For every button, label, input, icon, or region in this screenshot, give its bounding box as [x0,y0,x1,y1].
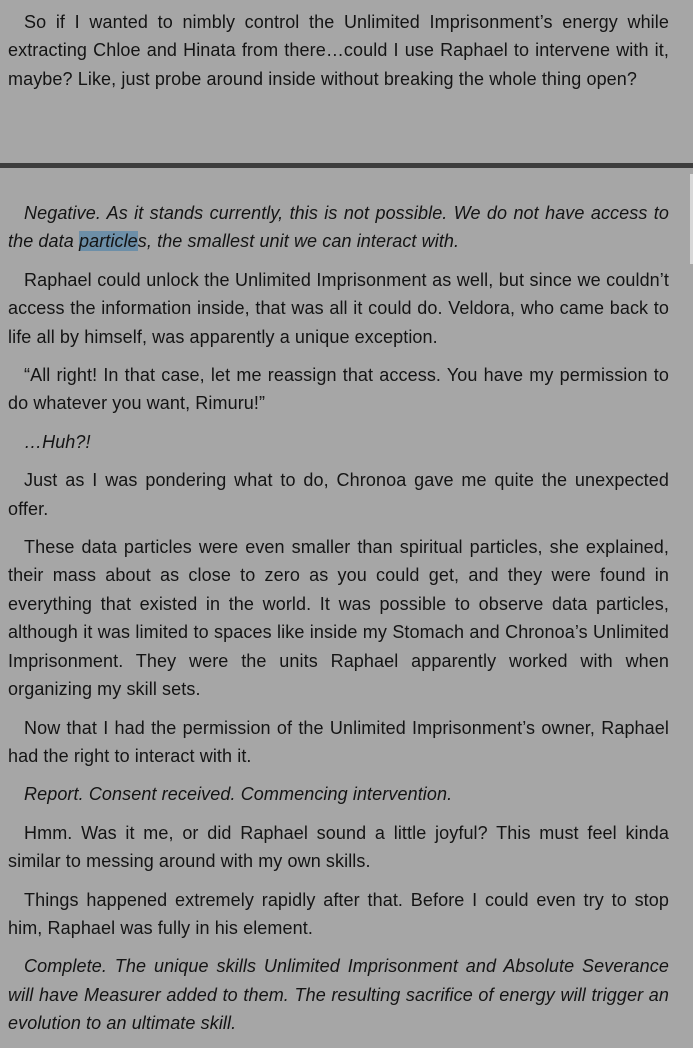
text-run: Negative. As it stands currently, this is not possible. We do not have access to the data [8,203,669,252]
current-page-text [0,175,693,1048]
raphael-complete-paragraph: Complete. The unique skills Unlimited Imprisonment and Absolute Severance will have Measurer added to them. The resulting sacrifice of energy will trigger an evolution to an ultimate skill. [8,956,669,1034]
paragraph: Hmm. Was it me, or did Raphael sound a little joyful? This must feel kinda similar to messing around with my own skills. [8,822,669,872]
paragraph: Now that I had the permission of the Unlimited Imprisonment’s owner, Raphael had the right to interact with it. [8,717,669,766]
raphael-report-paragraph: Report. Consent received. Commencing intervention. [24,784,453,805]
paragraph: …Huh?! [24,431,91,452]
text-run: s, the smallest unit we can interact with. [137,231,460,252]
dialogue-paragraph: “All right! In that case, let me reassign that access. You have my permission to do whatever you want, Rimuru!” [8,365,669,414]
paragraph: Raphael could unlock the Unlimited Imprisonment as well, but since we couldn’t access the information inside, that was all it could do. Veldora, who came back to life all by himself, was apparently a unique exception. [8,269,669,347]
page-divider [0,163,693,168]
previous-page-text [0,0,693,103]
paragraph: These data particles were even smaller than spiritual particles, she explained, their mass about as close to zero as you could get, and they were found in everything that existed in the world. It was possible to observe data particles, although it was limited to spaces like inside my Stomach and Chronoa’s Unlimited Imprisonment. They were the units Raphael apparently worked with when organizing my skill sets. [8,537,669,700]
selected-word-highlight[interactable]: particle [78,231,138,252]
paragraph: Just as I was pondering what to do, Chronoa gave me quite the unexpected offer. [8,470,669,519]
paragraph: So if I wanted to nimbly control the Unlimited Imprisonment’s energy while extracting Chloe and Hinata from there…could I use Raphael to intervene with it, maybe? Like, just probe around inside without breaking the whole thing open? [8,12,669,89]
paragraph: Things happened extremely rapidly after that. Before I could even try to stop him, Raphael was fully in his element. [8,889,669,938]
raphael-reply-paragraph [8,199,669,256]
